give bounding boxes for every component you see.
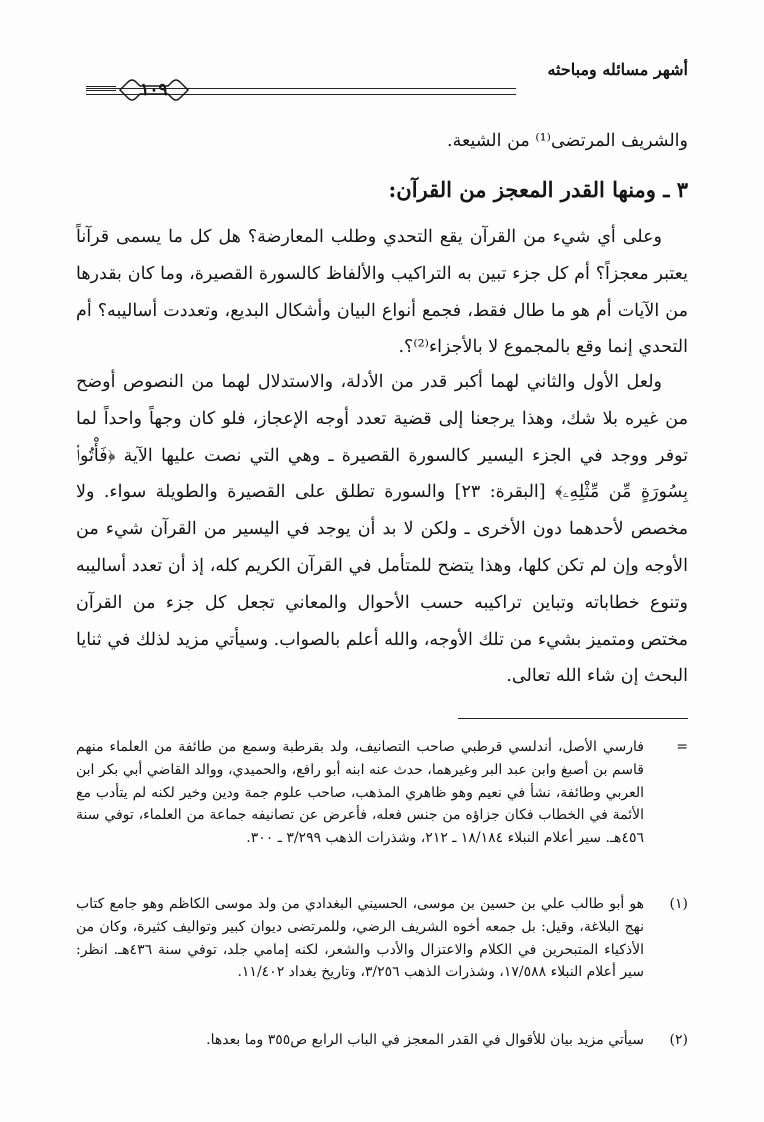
footnote-text: هو أبو طالب علي بن حسين بن موسى، الحسيني البغدادي من ولد موسى الكاظم وهو جامع كتاب نهج البلاغة، وقيل: بل جمعه أخوه الشريف الرضي، وللمرتضى ديوان كبير وتواليف كثيرة، وكان من الأذكياء المتبحرين في الكلام والاعتزال والأدب والشعر، لكنه إمامي جلد، توفي سنة ٤٣٦هـ. انظر: سير أعلام النبلاء ١٧/٥٨٨، وشذرات الذهب ٣/٢٥٦، وتاريخ بغداد ١١/٤٠٢.: [76, 896, 644, 981]
footnote-marker: (١): [669, 896, 688, 912]
section-heading: ٣ ـ ومنها القدر المعجز من القرآن:: [388, 177, 688, 202]
body-paragraph: وعلى أي شيء من القرآن يقع التحدي وطلب المعارضة؟ هل كل ما يسمى قرآناً يعتبر معجزاً؟ أم كل جزء تبين به التراكيب والألفاظ كالسورة القصيرة، وما كان بقدرها من الآيات أم هو ما طال فقط، فجمع أنواع البيان وأشكال البديع، وتعددت أساليبه؟ أم التحدي إنما وقع بالمجموع لا بالأجزاء⁽²⁾؟.: [76, 227, 689, 358]
footnote-continuation: [76, 736, 688, 850]
footnote-text: سيأتي مزيد بيان للأقوال في القدر المعجز في الباب الرابع ص٣٥٥ وما بعدها.: [206, 1032, 644, 1048]
footnote-separator: [458, 718, 688, 719]
page-number-ornament: [118, 76, 190, 104]
footnote-marker: =: [676, 739, 688, 755]
header-dash-ornament: [86, 86, 116, 96]
footnote-1: [76, 893, 688, 984]
footnote-marker: (٢): [669, 1032, 688, 1048]
running-header-title: أشهر مسائله ومباحثه: [547, 60, 688, 79]
footnote-2: [76, 1029, 688, 1052]
page-number: ١٠٩: [140, 80, 168, 100]
body-paragraph: ولعل الأول والثاني لهما أكبر قدر من الأدلة، والاستدلال لهما من النصوص أوضح من غيره بلا شك، وهذا يرجعنا إلى قضية تعدد أوجه الإعجاز، فلو كان وجهاً واحداً لما توفر ووجد في الجزء اليسير كالسورة القصيرة ـ وهي التي نصت عليها الآية ﴿فَأْتُوا۟ بِسُورَةٍ مِّن مِّثْلِهِۦ﴾ [البقرة: ٢٣] والسورة تطلق على القصيرة والطويلة سواء. ولا مخصص لأحدهما دون الأخرى ـ ولكن لا بد أن يوجد في اليسير من القرآن شيء من الأوجه وإن لم تكن كلها، وهذا يتضح للمتأمل في القرآن الكريم كله، إذ أن تعدد أساليبه وتنوع خطاباته وتباين تراكيبه حسب الأحوال والمعاني تجعل كل جزء من القرآن مختص ومتميز بشيء من تلك الأوجه، والله أعلم بالصواب. وسيأتي مزيد لذلك في ثنايا البحث إن شاء الله تعالى.: [76, 372, 688, 687]
intro-line: والشريف المرتضى⁽¹⁾ من الشيعة.: [447, 131, 688, 151]
footnote-text: فارسي الأصل، أندلسي قرطبي صاحب التصانيف، ولد بقرطبة وسمع من طائفة من العلماء منهم قاسم بن أصبغ وابن عبد البر وغيرهما، حدث عنه ابنه أبو رافع، والحميدي، ووالد القاضي أبي بكر ابن العربي وطائفة، نشأ في نعيم وهو ظاهري المذهب، صاحب علوم جمة ودين وخير لكنه لم يتأدب مع الأئمة في الخطاب فكان جزاؤه من جنس فعله، فأعرض عن تصانيفه جماعة من العلماء، توفي سنة ٤٥٦هـ. سير أعلام النبلاء ١٨/١٨٤ ـ ٢١٢، وشذرات الذهب ٣/٢٩٩ ـ ٣٠٠.: [76, 739, 644, 847]
